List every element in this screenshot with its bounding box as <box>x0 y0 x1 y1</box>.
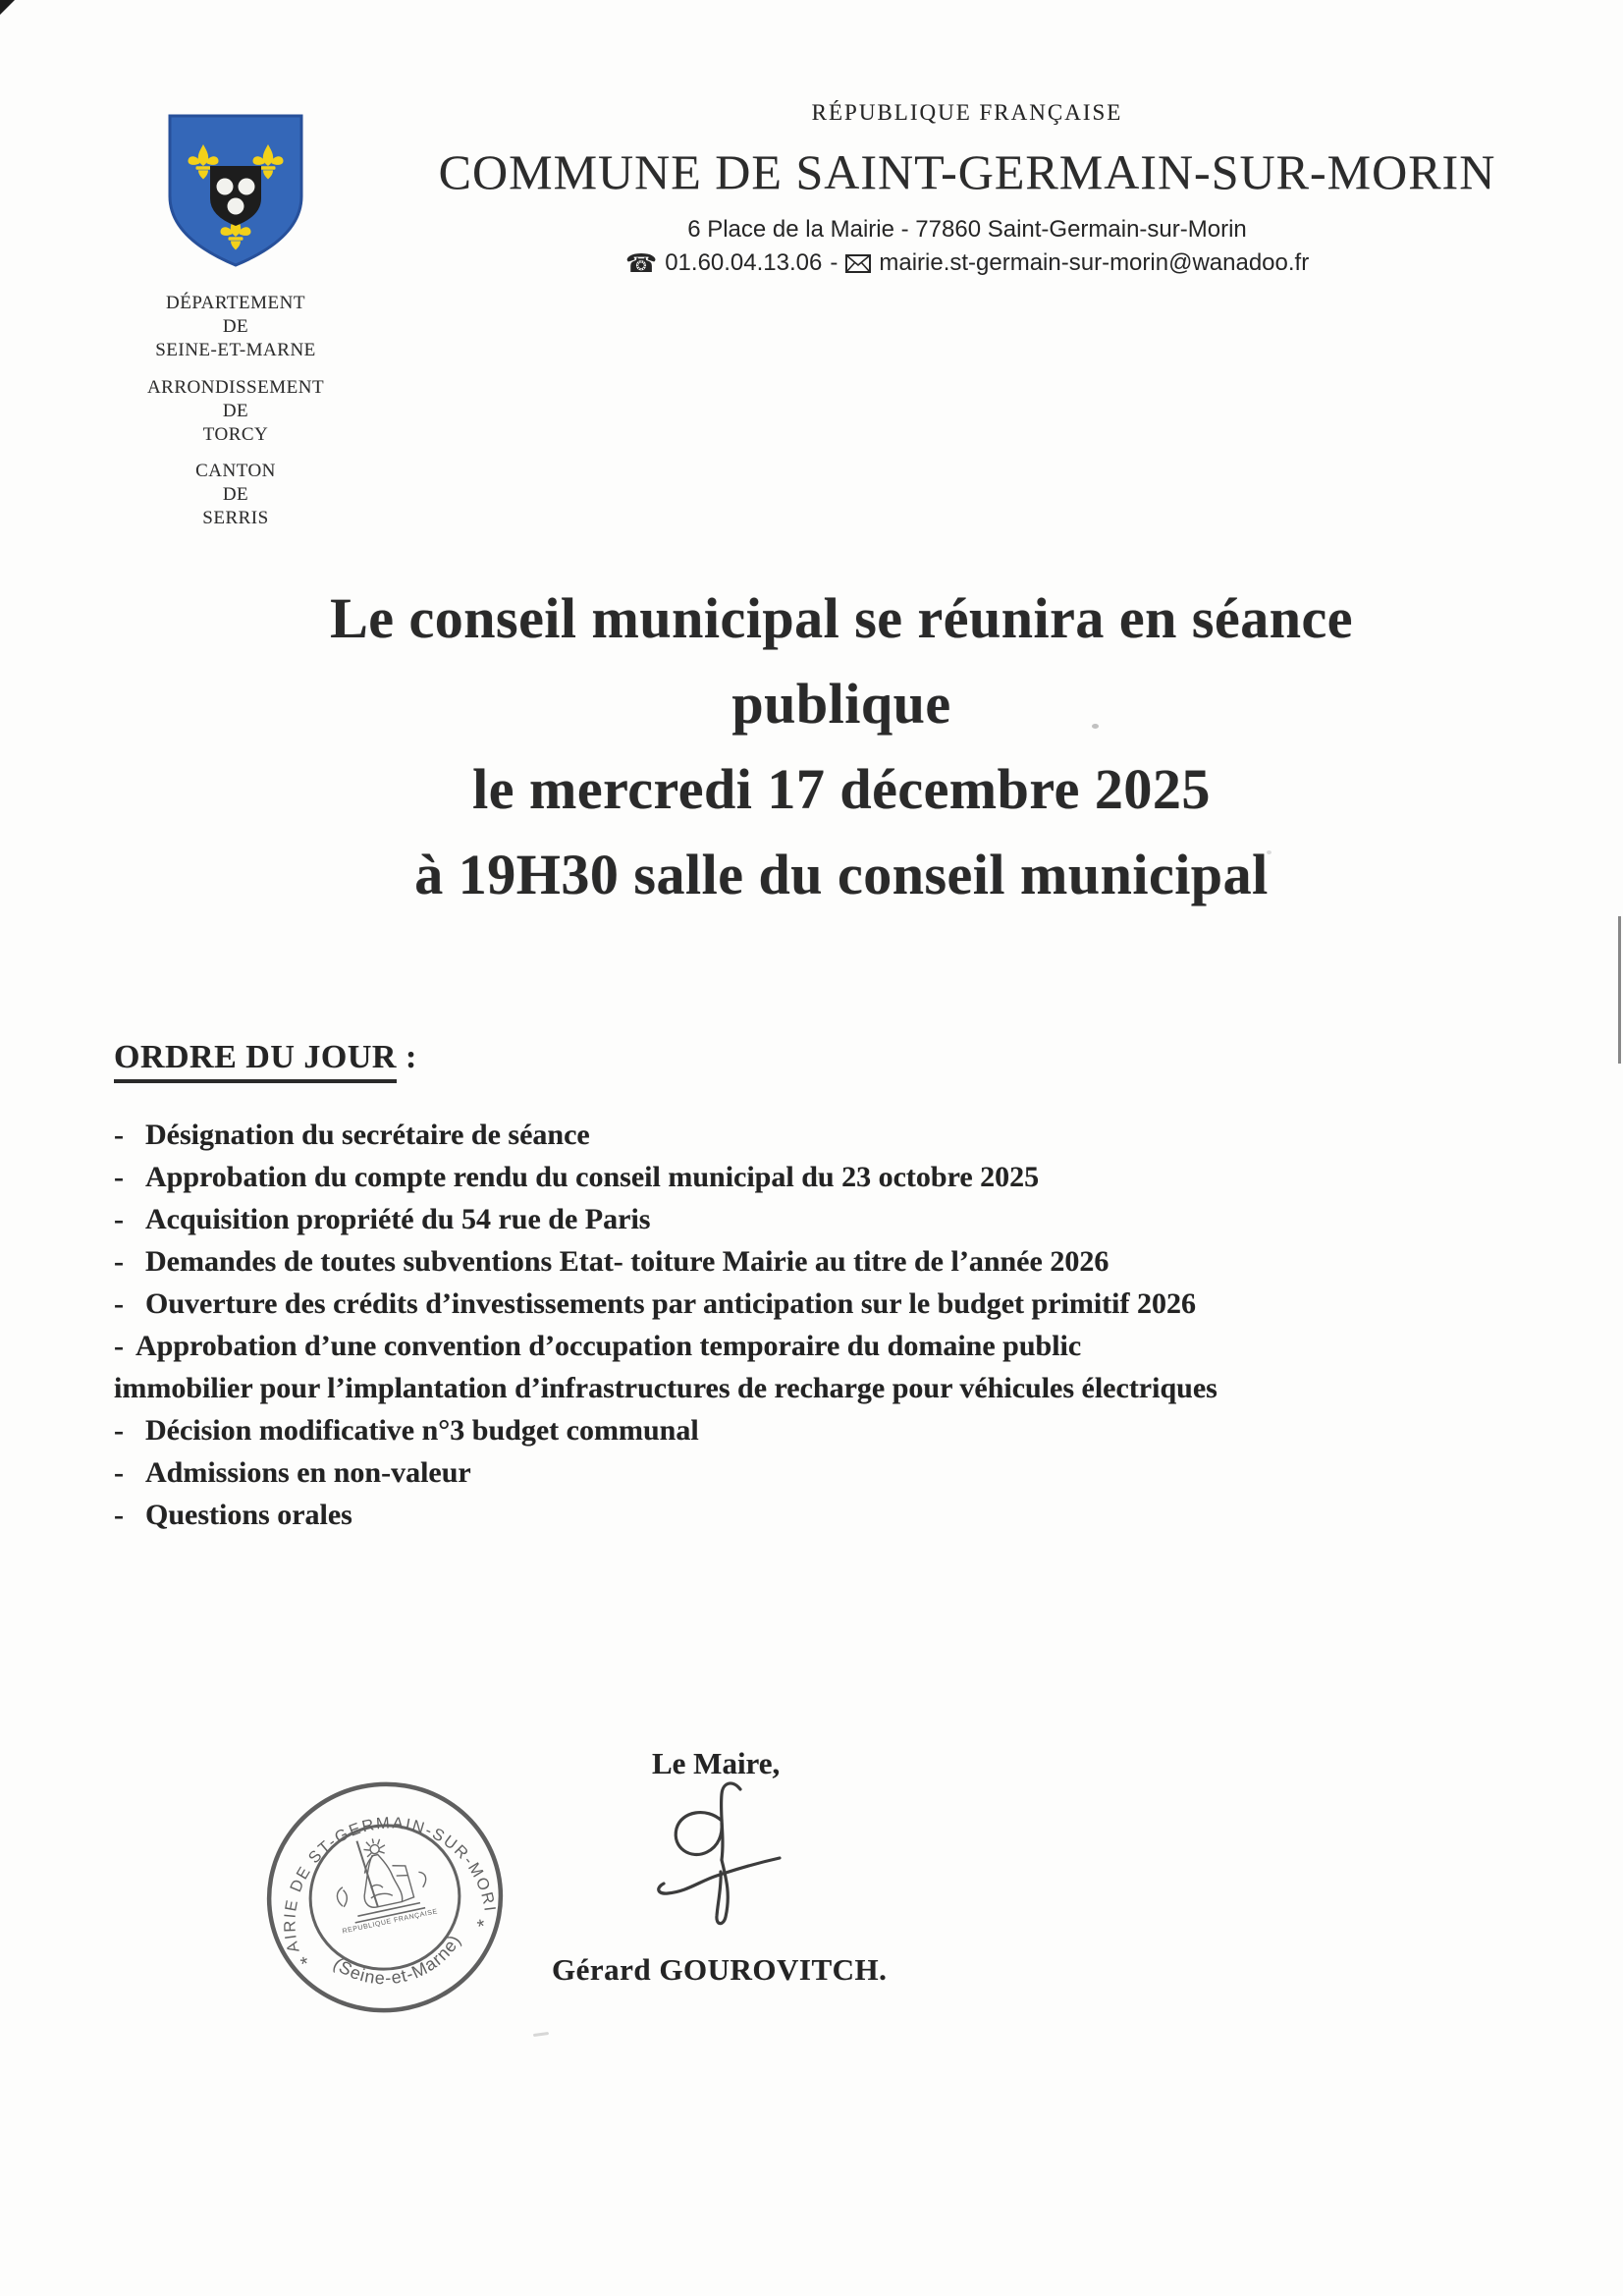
department-line2: DE <box>222 316 249 337</box>
coat-of-arms <box>164 112 307 271</box>
department-block <box>128 292 344 362</box>
envelope-icon <box>845 254 871 273</box>
mayor-signature <box>656 1779 793 1941</box>
agenda-item-text: Approbation d’une convention d’occupation temporaire du domaine public <box>135 1330 1082 1362</box>
scan-speck <box>1267 850 1271 854</box>
bullet-dash: - <box>114 1245 124 1278</box>
agenda-item-text: Acquisition propriété du 54 rue de Paris <box>145 1203 651 1235</box>
scan-edge-artifact <box>1618 916 1621 1064</box>
agenda-item-text: Ouverture des crédits d’investissements par anticipation sur le budget primitif 2026 <box>145 1287 1196 1320</box>
agenda-item <box>114 1325 1577 1367</box>
arrondissement-line2: DE <box>222 401 249 421</box>
agenda-item-text: Approbation du compte rendu du conseil municipal du 23 octobre 2025 <box>145 1161 1040 1193</box>
address-line: 6 Place de la Mairie - 77860 Saint-Germain-sur-Morin <box>687 216 1247 243</box>
mayor-name: Gérard GOUROVITCH. <box>552 1952 888 1987</box>
letterhead <box>314 100 1620 277</box>
republic-line: RÉPUBLIQUE FRANÇAISE <box>811 100 1123 125</box>
canton-line1: CANTON <box>195 461 276 481</box>
agenda-item <box>114 1451 1577 1494</box>
scan-speck <box>533 2032 549 2037</box>
stamp-arc-bottom-text: (Seine-et-Marne) <box>329 1931 465 1989</box>
stamp-star-right: * <box>475 1915 488 1939</box>
stamp-arc-top-text: MAIRIE DE ST-GERMAIN-SUR-MORIN <box>281 1814 499 1955</box>
meeting-announcement-title <box>62 575 1621 917</box>
bullet-dash: - <box>114 1456 124 1489</box>
agenda-heading-text: ORDRE DU JOUR <box>114 1039 397 1083</box>
bullet-dash: - <box>114 1414 124 1447</box>
bullet-dash: - <box>114 1203 124 1235</box>
bullet-dash: - <box>114 1330 124 1362</box>
title-line-4: à 19H30 salle du conseil municipal <box>414 843 1269 906</box>
contact-separator: - <box>830 249 839 276</box>
canton-line3: SERRIS <box>202 508 269 528</box>
title-line-3: le mercredi 17 décembre 2025 <box>472 757 1211 821</box>
agenda-heading <box>114 1039 417 1076</box>
arrondissement-block <box>128 376 344 447</box>
canton-block <box>128 460 344 530</box>
bullet-dash: - <box>114 1161 124 1193</box>
stamp-star-left: * <box>298 1952 311 1977</box>
title-line-2: publique <box>731 672 951 736</box>
bullet-dash: - <box>114 1119 124 1151</box>
bullet-dash: - <box>114 1499 124 1531</box>
canton-line2: DE <box>222 484 249 505</box>
department-line1: DÉPARTEMENT <box>166 293 305 313</box>
municipal-stamp <box>235 1750 536 2046</box>
arrondissement-line3: TORCY <box>202 424 269 445</box>
signature-role: Le Maire, <box>652 1746 781 1780</box>
scan-corner-artifact <box>0 0 15 15</box>
agenda-list <box>114 1114 1577 1536</box>
phone-number: 01.60.04.13.06 <box>665 249 823 276</box>
agenda-item <box>114 1114 1577 1156</box>
telephone-icon: ☎ <box>624 248 658 278</box>
agenda-item-text: Désignation du secrétaire de séance <box>145 1119 590 1151</box>
email-address: mairie.st-germain-sur-morin@wanadoo.fr <box>879 249 1310 276</box>
commune-title: COMMUNE DE SAINT-GERMAIN-SUR-MORIN <box>438 144 1496 199</box>
agenda-item-continuation: immobilier pour l’implantation d’infrastructures de recharge pour véhicules électriques <box>114 1372 1217 1404</box>
contact-line <box>314 249 1620 277</box>
agenda-item-text: Admissions en non-valeur <box>145 1456 471 1489</box>
title-line-1: Le conseil municipal se réunira en séance <box>330 586 1353 650</box>
scan-speck <box>1092 724 1099 729</box>
stamp-center-text: REPUBLIQUE FRANÇAISE <box>342 1908 439 1936</box>
agenda-item <box>114 1283 1577 1325</box>
agenda-item-text: Demandes de toutes subventions Etat- toiture Mairie au titre de l’année 2026 <box>145 1245 1109 1278</box>
agenda-heading-colon: : <box>396 1039 417 1075</box>
agenda-item <box>114 1156 1577 1198</box>
department-line3: SEINE-ET-MARNE <box>155 340 316 360</box>
agenda-item <box>114 1409 1577 1451</box>
agenda-item-text: Questions orales <box>145 1499 352 1531</box>
arrondissement-line1: ARRONDISSEMENT <box>146 377 325 398</box>
bullet-dash: - <box>114 1287 124 1320</box>
agenda-item-text: Décision modificative n°3 budget communal <box>145 1414 699 1447</box>
agenda-item <box>114 1198 1577 1240</box>
agenda-item <box>114 1494 1577 1536</box>
agenda-item <box>114 1240 1577 1283</box>
